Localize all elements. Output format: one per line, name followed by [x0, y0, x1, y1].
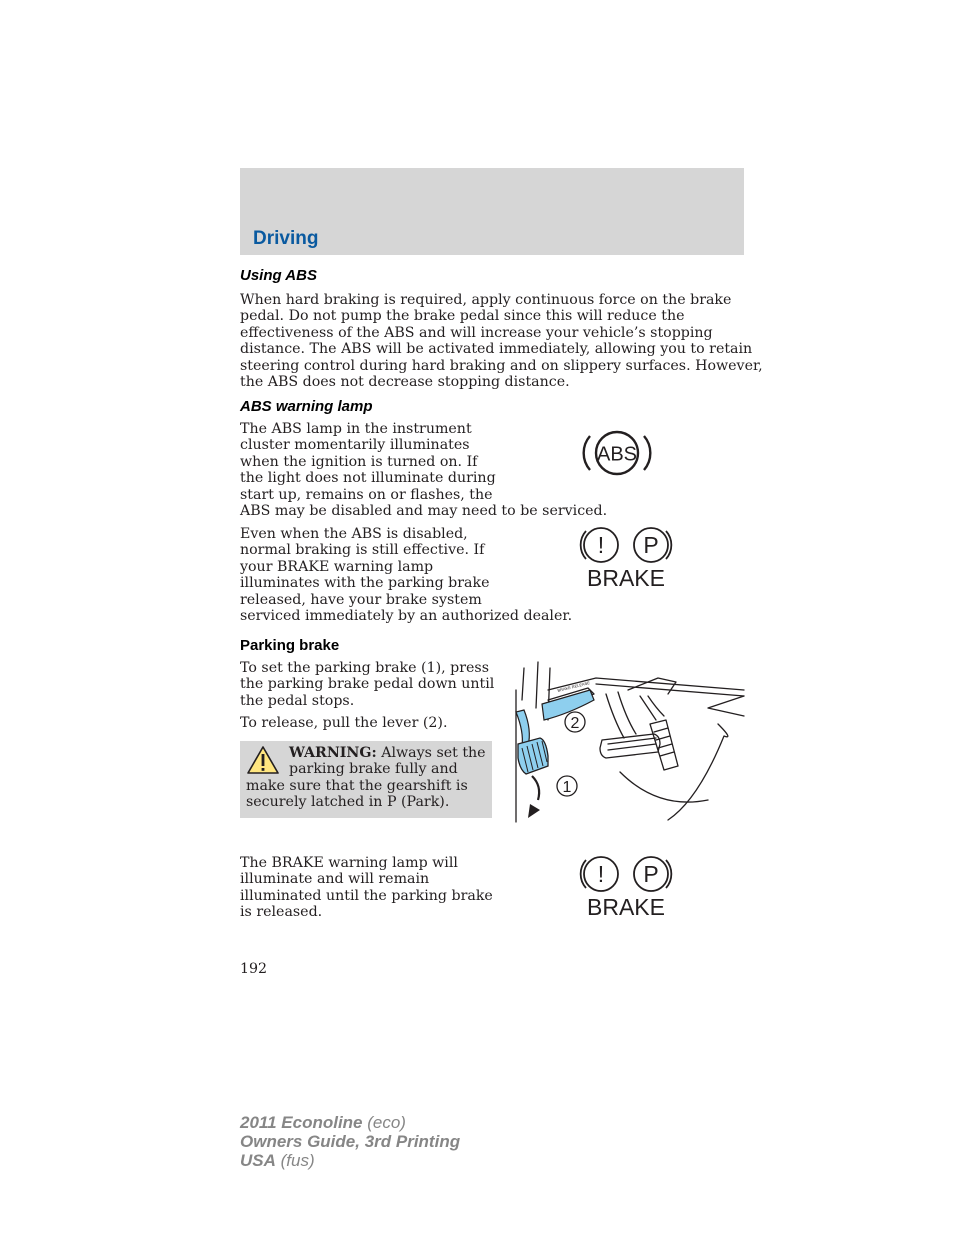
footer: [240, 1113, 460, 1170]
text-line: The ABS lamp in the instrument: [240, 421, 472, 437]
parking-p-icon: P: [643, 532, 659, 558]
warning-label: WARNING:: [289, 745, 377, 761]
exclamation-icon: !: [597, 861, 605, 887]
text-line: illuminates with the parking brake: [240, 575, 490, 592]
text-line: parking brake fully and: [289, 761, 458, 778]
footer-model-line: [240, 1113, 460, 1132]
text-line: securely latched in P (Park).: [246, 794, 450, 811]
page-number: 192: [240, 961, 268, 977]
text-line: the pedal stops.: [240, 692, 355, 709]
text-line: When hard braking is required, apply continuous force on the brake: [240, 292, 732, 308]
brake-warning-icon: [578, 855, 674, 919]
brake-lamp-paragraph: [240, 855, 493, 921]
text-line: distance. The ABS will be activated immediately, allowing you to retain: [240, 341, 753, 358]
text-line: the parking brake pedal down until: [240, 676, 495, 693]
text-line: make sure that the gearshift is: [246, 777, 468, 794]
footer-region-code: (fus): [275, 1151, 315, 1170]
text-line: released, have your brake system: [240, 591, 482, 608]
brake-word: BRAKE: [587, 565, 665, 590]
brake-release-label: BRAKE RELEASE: [556, 680, 591, 693]
text-line: pedal. Do not pump the brake pedal since this will reduce the: [240, 308, 685, 325]
using-abs-paragraph: [240, 292, 763, 390]
footer-region-line: [240, 1151, 460, 1170]
text-line: To release, pull the lever (2).: [240, 715, 448, 731]
warning-first-line: [246, 745, 486, 761]
footer-model-code: (eco): [362, 1113, 406, 1132]
text-line: effectiveness of the ABS and will increase your vehicle’s stopping: [240, 324, 713, 341]
text-line: illuminate and will remain: [240, 871, 430, 888]
exclamation-icon: !: [597, 532, 605, 558]
text-line: Even when the ABS is disabled,: [240, 526, 468, 542]
heading-parking-brake: Parking brake: [240, 637, 340, 654]
parking-p-icon: P: [643, 861, 659, 887]
parking-brake-paragraph: [240, 660, 494, 709]
warning-text: [246, 745, 486, 811]
text-line: steering control during hard braking and on slippery surfaces. However,: [240, 357, 763, 374]
text-line: when the ignition is turned on. If: [240, 453, 478, 470]
text-line: the light does not illuminate during: [240, 470, 496, 487]
text-line: normal braking is still effective. If: [240, 542, 485, 559]
text-line: serviced immediately by an authorized dealer.: [240, 608, 573, 625]
brake-warning-icon: [578, 526, 674, 590]
text-line: the ABS does not decrease stopping distance.: [240, 374, 570, 391]
footer-model: 2011 Econoline: [240, 1113, 363, 1132]
text-line: cluster momentarily illuminates: [240, 437, 470, 454]
text-line: is released.: [240, 904, 323, 921]
callout-1: 1: [562, 779, 572, 796]
text-line: ABS may be disabled and may need to be serviced.: [240, 503, 608, 520]
callout-2: 2: [570, 715, 580, 732]
footer-region: USA: [240, 1151, 276, 1170]
abs-warning-icon: [576, 422, 658, 484]
abs-icon-text: ABS: [596, 443, 638, 466]
heading-abs-warning-lamp: ABS warning lamp: [240, 398, 373, 415]
abs-disabled-paragraph: [240, 526, 572, 624]
text-line: The BRAKE warning lamp will: [240, 855, 458, 871]
text-line: illuminated until the parking brake: [240, 887, 493, 904]
footer-guide: Owners Guide, 3rd Printing: [240, 1132, 461, 1151]
section-title: Driving: [253, 228, 319, 249]
release-paragraph: [240, 715, 447, 731]
text-line: your BRAKE warning lamp: [240, 558, 434, 575]
brake-word: BRAKE: [587, 894, 665, 919]
heading-using-abs: Using ABS: [240, 267, 317, 284]
text-line: To set the parking brake (1), press: [240, 660, 489, 676]
parking-brake-illustration: [508, 660, 746, 824]
abs-lamp-paragraph: [240, 421, 607, 519]
warning-line-rest: Always set the: [376, 745, 486, 761]
text-line: start up, remains on or flashes, the: [240, 486, 493, 503]
